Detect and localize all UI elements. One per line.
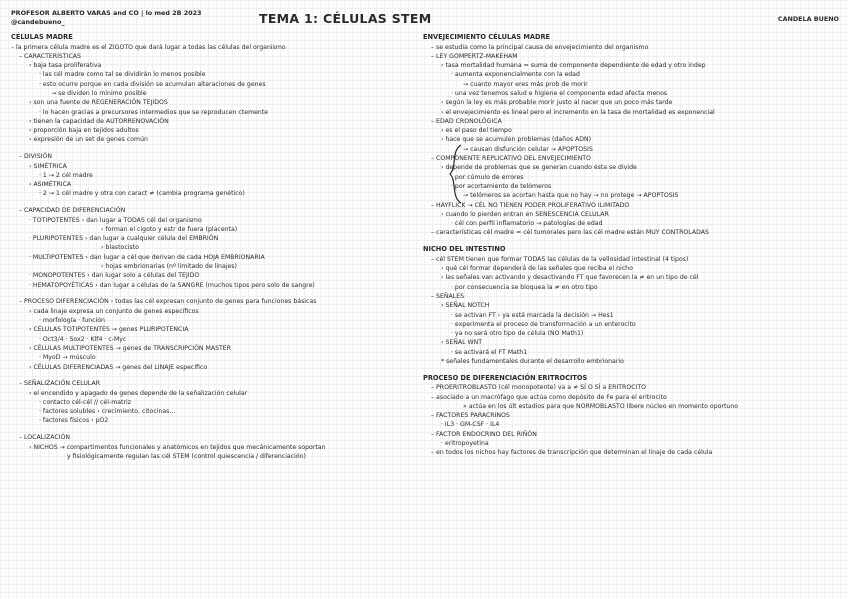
note-line: › hace que se acumulen problemas (daños ADN): [441, 136, 592, 144]
note-line: » actúa en los últ estadios para que NORMOBLASTO libere núcleo en momento oportuno: [463, 402, 739, 410]
note-line: · lo hacen gracias a precursores intermedios que se reproducen ctemente: [39, 108, 269, 116]
note-line: · las cél madre como tal se dividirán lo menos posible: [39, 71, 206, 79]
header-handle: @candebueno_: [11, 18, 65, 26]
note-line: · 1 → 2 cél madre: [39, 171, 93, 179]
note-line: › cuando lo pierden entran en SENESCENCIA CELULAR: [441, 210, 609, 218]
note-line: › CÉLULAS TOTIPOTENTES → genes PLURIPOTENCIA: [29, 326, 189, 334]
note-block: [11, 433, 416, 461]
note-line: › CÉLULAS DIFERENCIADAS → genes del LINAJE específico: [29, 363, 208, 371]
note-line: – características cél madre = cél tumorales pero las cél madre están MUY CONTROLADAS: [431, 229, 709, 237]
note-line: – HAYFLICK → CÉL NO TIENEN PODER PROLIFERATIVO ILIMITADO: [431, 201, 630, 209]
note-line: – COMPONENTE REPLICATIVO DEL ENVEJECIMIENTO: [431, 155, 591, 163]
note-line: › las señales van activando y desactivando FT que favorecen la ≠ en un tipo de cél: [441, 274, 699, 282]
note-block: [11, 152, 416, 198]
note-line: · esto ocurre porque en cada división se acumulan alteraciones de genes: [39, 80, 266, 88]
note-line: – asociado a un macrófago que actúa como depósito de Fe para el eritrocito: [431, 393, 667, 401]
note-line: – CAPACIDAD DE DIFERENCIACIÓN: [19, 207, 126, 215]
note-line: › el encendido y apagado de genes depende de la señalización celular: [29, 389, 248, 397]
note-block: [11, 379, 416, 425]
note-line: › son una fuente de REGENERACIÓN TEJIDOS: [29, 99, 168, 107]
note-line: · se activan FT › ya está marcada la decisión → Hes1: [451, 311, 614, 319]
section-title: PROCESO DE DIFERENCIACIÓN ERITROCITOS: [423, 373, 588, 382]
note-line: › qué cél formar dependerá de las señales que reciba el nicho: [441, 265, 633, 273]
page-header: [11, 9, 839, 33]
page-title: TEMA 1: CÉLULAS STEM: [259, 11, 432, 26]
note-line: · 2 → 1 cél madre y otra con caract ≠ (cambia programa genético): [39, 190, 245, 198]
note-line: – EDAD CRONOLÓGICA: [431, 117, 502, 125]
section-title: NICHO DEL INTESTINO: [423, 245, 506, 254]
header-course-line: PROFESOR ALBERTO VARAS and CO | lo med 2B 2023: [11, 9, 202, 17]
note-block: [11, 297, 416, 371]
note-line: – LOCALIZACIÓN: [19, 434, 70, 442]
note-line: · TOTIPOTENTES › dan lugar a TODAS cél del organismo: [29, 216, 202, 224]
note-block: [11, 206, 416, 290]
note-line: – LEY GOMPERTZ-MAKEHAM: [431, 52, 518, 60]
note-line: – PROERITROBLASTO (cél monopotente) va a ≠ SÍ O SÍ a ERITROCITO: [431, 384, 647, 392]
note-line: › forman el cigoto y estr de fuera (placenta): [101, 225, 238, 233]
note-line: → causan disfunción celular → APOPTOSIS: [463, 145, 593, 153]
note-line: › NICHOS → compartimentos funcionales y anatómicos en tejidos que mecánicamente soportan: [29, 443, 326, 451]
note-line: · por acortamiento de telómeros: [451, 182, 552, 190]
note-line: › blastocisto: [101, 244, 139, 252]
note-line: · MULTIPOTENTES › dan lugar a cél que derivan de cada HOJA EMBRIONARIA: [29, 253, 265, 261]
note-line: › ASIMÉTRICA: [29, 181, 72, 189]
note-line: · Oct3/4 · Sox2 · Klf4 · c-Myc: [39, 335, 127, 343]
note-line: · MONOPOTENTES › dan lugar solo a células del TEJIDO: [29, 272, 200, 280]
note-line: · MyoD → músculo: [39, 354, 96, 362]
note-line: › SIMÉTRICA: [29, 162, 67, 170]
note-line: · IL3 · GM-CSF · IL4: [441, 421, 500, 429]
note-line: › tienen la capacidad de AUTORRENOVACIÓN: [29, 117, 169, 125]
note-line: › SEÑAL WNT: [441, 339, 483, 347]
note-line: y fisiológicamente regulan las cél STEM (control quiescencia / diferenciación): [67, 452, 306, 460]
left-column: [11, 33, 416, 469]
note-line: · se activará el FT Math1: [451, 348, 528, 356]
note-line: – SEÑALES: [431, 292, 465, 300]
bracket-icon: [447, 143, 465, 205]
note-line: › CÉLULAS MULTIPOTENTES → genes de TRANSCRIPCIÓN MASTER: [29, 344, 232, 352]
note-line: · factores solubles › crecimiento, citocinas...: [39, 408, 176, 416]
note-line: – se estudia como la principal causa de envejecimiento del organismo: [431, 43, 649, 51]
note-line: – FACTOR ENDOCRINO DEL RIÑÓN: [431, 430, 537, 438]
note-line: · por cúmulo de errores: [451, 173, 524, 181]
note-line: › tasa mortalidad humana = suma de componente dependiente de edad y otro indep: [441, 62, 706, 70]
note-line: · una vez tenemos salud e higiene el componente edad afecta menos: [451, 89, 668, 97]
author-name: CANDELA BUENO: [777, 15, 839, 23]
note-line: › proporción baja en tejidos adultos: [29, 127, 139, 135]
note-line: – FACTORES PARACRINOS: [431, 412, 510, 420]
section-title: CÉLULAS MADRE: [11, 33, 73, 41]
note-line: – SEÑALIZACIÓN CELULAR: [19, 380, 101, 388]
note-line: › cada linaje expresa un conjunto de genes específicos: [29, 307, 199, 315]
note-line: – CARACTERÍSTICAS: [19, 52, 81, 60]
note-line: – DIVISIÓN: [19, 153, 52, 161]
note-line: · HEMATOPOYÉTICAS › dan lugar a células de la SANGRE (muchos tipos pero solo de sangre): [29, 281, 315, 289]
note-line: – PROCESO DIFERENCIACIÓN › todas las cél expresan conjunto de genes para funciones básicas: [19, 298, 317, 306]
note-line: – en todos los nichos hay factores de transcripción que determinan el linaje de cada célula: [431, 449, 713, 457]
note-line: – la primera célula madre es el ZIGOTO que dará lugar a todas las células del organismo: [11, 43, 286, 51]
note-line: · PLURIPOTENTES › dan lugar a cualquier célula del EMBRIÓN: [29, 235, 219, 243]
note-line: → telómeros se acortan hasta que no hay → no protege → APOPTOSIS: [463, 192, 679, 200]
note-line: · por consecuencia se bloquea la ≠ en otro tipo: [451, 283, 598, 291]
note-line: › baja tasa proliferativa: [29, 62, 102, 70]
note-line: * señales fundamentales durante el desarrollo embrionario: [441, 358, 624, 365]
note-line: · morfología · función: [39, 317, 105, 325]
note-line: → se dividen lo mínimo posible: [51, 89, 147, 97]
note-line: › según la ley es más probable morir justo al nacer que un poco más tarde: [441, 99, 673, 107]
note-line: · eritropoyetina: [441, 440, 489, 448]
note-line: › expresión de un set de genes común: [29, 136, 148, 144]
note-block: [423, 374, 838, 458]
note-line: › el envejecimiento es lineal pero el incremento en la tasa de mortalidad es exponencial: [441, 108, 715, 116]
note-line: › es el paso del tiempo: [441, 127, 512, 135]
note-block: [11, 33, 416, 145]
note-line: · experimenta el proceso de transformación a un enterocito: [451, 320, 636, 328]
note-line: · cél con perfil inflamatorio → patologías de edad: [451, 220, 603, 228]
note-line: · contacto cél-cél // cél-matriz: [39, 398, 131, 406]
note-line: · factores físicos › pO2: [39, 417, 109, 425]
header-left: [11, 9, 202, 27]
note-line: – cél STEM tienen que formar TODAS las células de la vellosidad intestinal (4 tipos): [431, 255, 689, 263]
note-line: · ya no será otro tipo de célula (NO Math1): [451, 330, 584, 338]
note-line: → cuanto mayor eres más prob de morir: [463, 80, 588, 88]
note-line: › hojas embrionarias (nº limitado de linajes): [101, 263, 237, 271]
note-line: · aumenta exponencialmente con la edad: [451, 71, 580, 79]
section-title: ENVEJECIMIENTO CÉLULAS MADRE: [423, 33, 551, 41]
note-line: › depende de problemas que se generan cuando ésta se divide: [441, 164, 637, 172]
note-line: › SEÑAL NOTCH: [441, 302, 490, 310]
note-block: [423, 33, 838, 238]
right-column: [423, 33, 838, 465]
note-block: [423, 245, 838, 366]
